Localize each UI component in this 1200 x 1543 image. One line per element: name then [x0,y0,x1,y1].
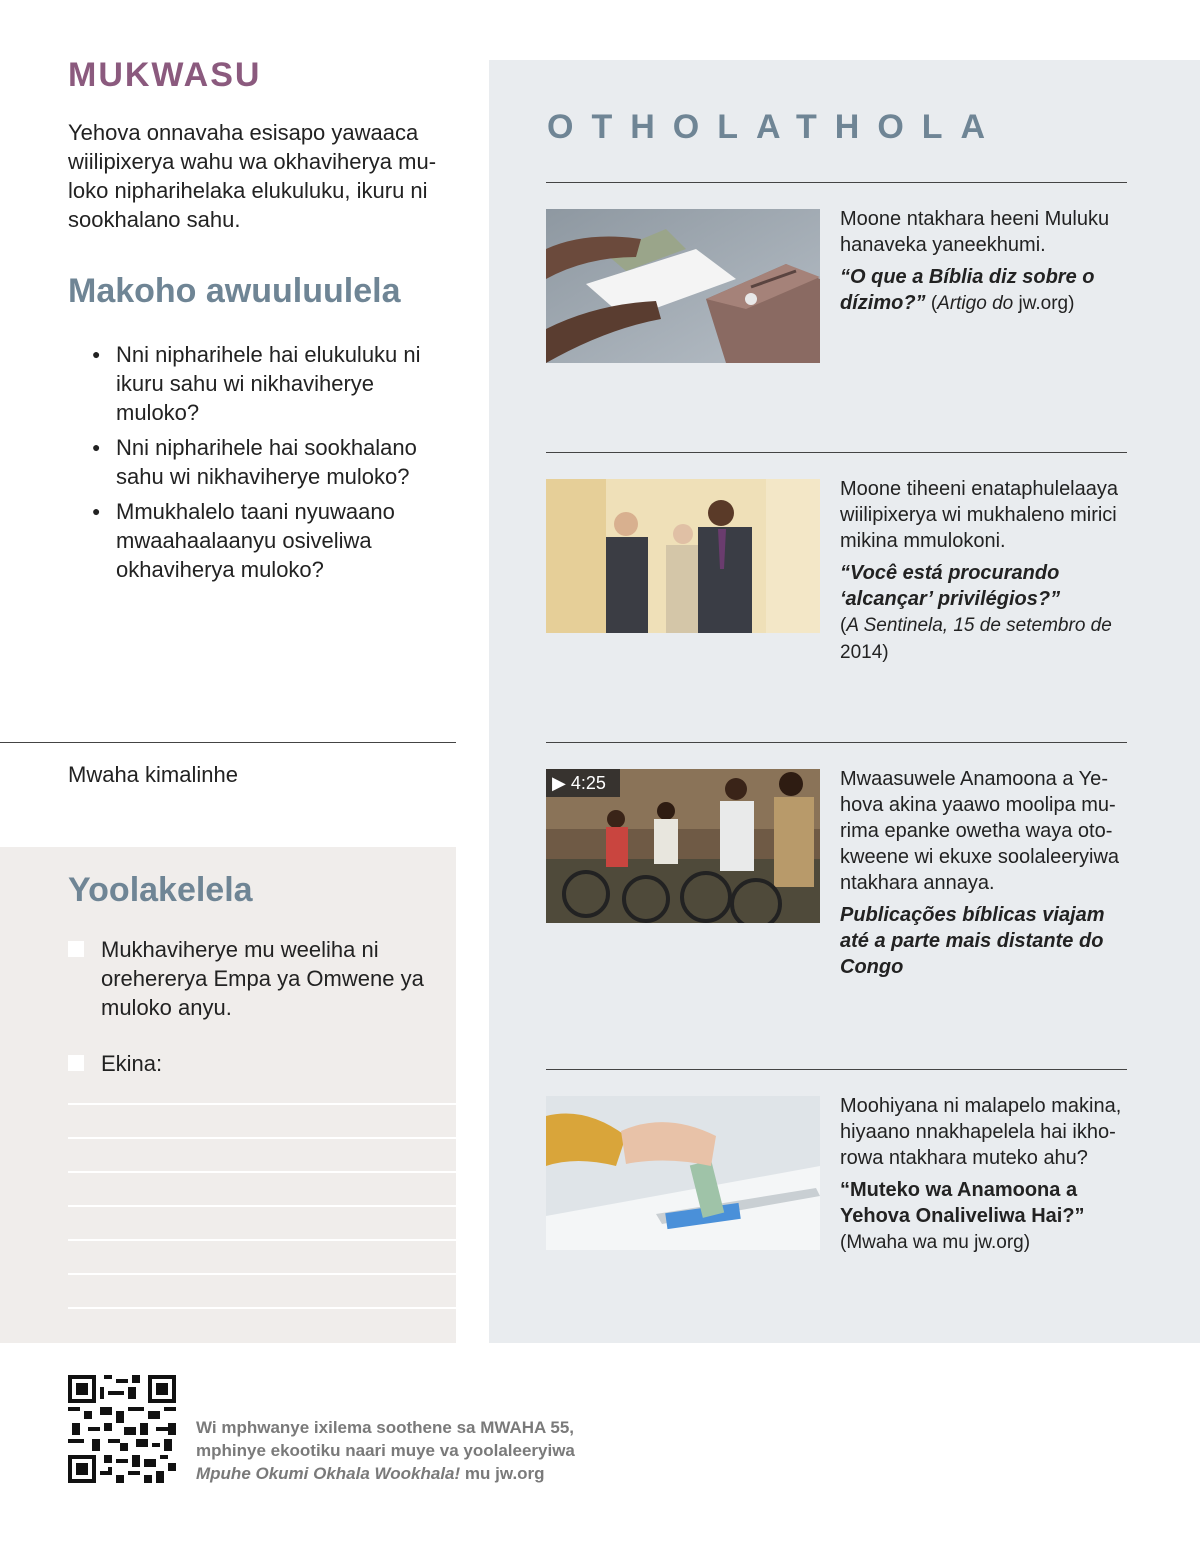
source-rest: jw.org) [1013,293,1075,314]
resource-item [840,766,1130,980]
question-item: ● Nni nipharihele hai elukuluku ni ikuru sahu wi nikhaviherye muloko? [92,340,442,427]
checkbox[interactable] [68,1055,84,1071]
section-title: MUKWASU [68,56,262,94]
resource-link[interactable] [840,264,1130,317]
resource-link[interactable]: “Você está procurando ‘alcançar’ privilégios?” [840,562,1061,610]
footer-note [196,1416,616,1485]
divider [546,1069,1127,1070]
writing-line[interactable] [68,1137,456,1139]
goal-text: Mukhaviherye mu weeliha ni orehererya Empa ya Omwene ya muloko anyu. [101,937,424,1020]
resource-link[interactable]: Publicações bíblicas viajam até a parte mais distante do Congo [840,904,1105,978]
writing-line[interactable] [68,1205,456,1207]
goal-text: Ekina: [101,1051,163,1076]
resource-item [840,476,1130,666]
resource-description: Moohiyana ni malapelo makina, hiyaano nnakhapelela hai ikhorowa ntakhara muteko ahu? [840,1095,1122,1169]
source-italic: Artigo do [937,293,1014,314]
goals-heading: Yoolakelela [68,871,253,909]
qr-code-icon[interactable] [68,1375,176,1483]
questions-list [92,340,442,590]
resource-link[interactable]: “Muteko wa Anamoona a Yehova Onaliveliwa Hai?” [840,1179,1085,1227]
video-thumbnail[interactable] [546,769,820,923]
goal-item [68,935,428,1022]
notes-label: Mwaha kimalinhe [68,762,238,787]
resource-description: Moone tiheeni enataphulelaaya wiilipixerya wi mukhaleno mirici mikina mmulokoni. [840,478,1118,552]
resource-source [840,615,1112,663]
resource-item [840,1093,1130,1256]
writing-line[interactable] [68,1103,456,1105]
divider [0,742,456,743]
goal-item-other [68,1049,428,1078]
divider [546,182,1127,183]
source-italic: A Sentinela, 15 de setembro de [846,615,1112,636]
hands-money-envelope-donation-box-icon [546,209,820,363]
resource-title[interactable]: “O que a Bíblia diz sobre o dízimo?” [840,266,1095,314]
footer-site: mu jw.org [460,1464,545,1483]
publication-title[interactable]: Mpuhe Okumi Okhala Wookhala! [196,1464,461,1483]
three-men-in-suits-icon [546,479,820,633]
hand-inserting-card-icon [546,1096,820,1250]
writing-line[interactable] [68,1273,456,1275]
source-paren: ( [840,615,847,636]
divider [546,742,1127,743]
card-slot-image[interactable] [546,1096,820,1250]
resource-source: (Mwaha wa mu jw.org) [840,1232,1031,1253]
divider [546,452,1127,453]
left-column [0,0,456,1343]
questions-heading: Makoho awuuluulela [68,272,401,310]
checkbox[interactable] [68,941,84,957]
video-duration-badge [546,769,620,797]
resources-panel [489,60,1200,1343]
resources-title: OTHOLATHOLA [547,108,1004,146]
source-paren: ( [925,293,938,314]
writing-line[interactable] [68,1307,456,1309]
source-rest: 2014) [840,642,889,663]
footer-line [196,1462,616,1485]
play-icon: ▶ [552,773,571,793]
intro-paragraph: Yehova onnavaha esisapo yawaaca wiilipixerya wahu wa okhaviherya muloko nipharihelaka elukuluku, ikuru ni sookhalano sahu. [68,120,437,232]
goals-panel [0,847,456,1343]
writing-line[interactable] [68,1239,456,1241]
resource-source [926,293,1075,314]
resource-description: Mwaasuwele Anamoona a Yehova akina yaawo moolipa murima epanke owetha waya otokweene wi ekuxe soolaleeryiwa ntakhara annaya. [840,768,1120,894]
resource-item [840,206,1130,317]
donation-image[interactable] [546,209,820,363]
footer-line: mphinye ekootiku naari muye va yoolaleeryiwa [196,1441,575,1460]
footer-line: Wi mphwanye ixilema soothene sa MWAHA 55, [196,1418,575,1437]
resource-description: Moone ntakhara heeni Muluku hanaveka yaneekhumi. [840,208,1110,256]
duration-text: 4:25 [570,773,606,793]
qr-code-graphic [68,1375,176,1483]
writing-line[interactable] [68,1171,456,1173]
question-item: ● Mmukhalelo taani nyuwaano mwaahaalaanyu osiveliwa okhaviherya muloko? [92,497,442,584]
three-men-image[interactable] [546,479,820,633]
question-item: ● Nni nipharihele hai sookhalano sahu wi nikhaviherye muloko? [92,433,442,491]
